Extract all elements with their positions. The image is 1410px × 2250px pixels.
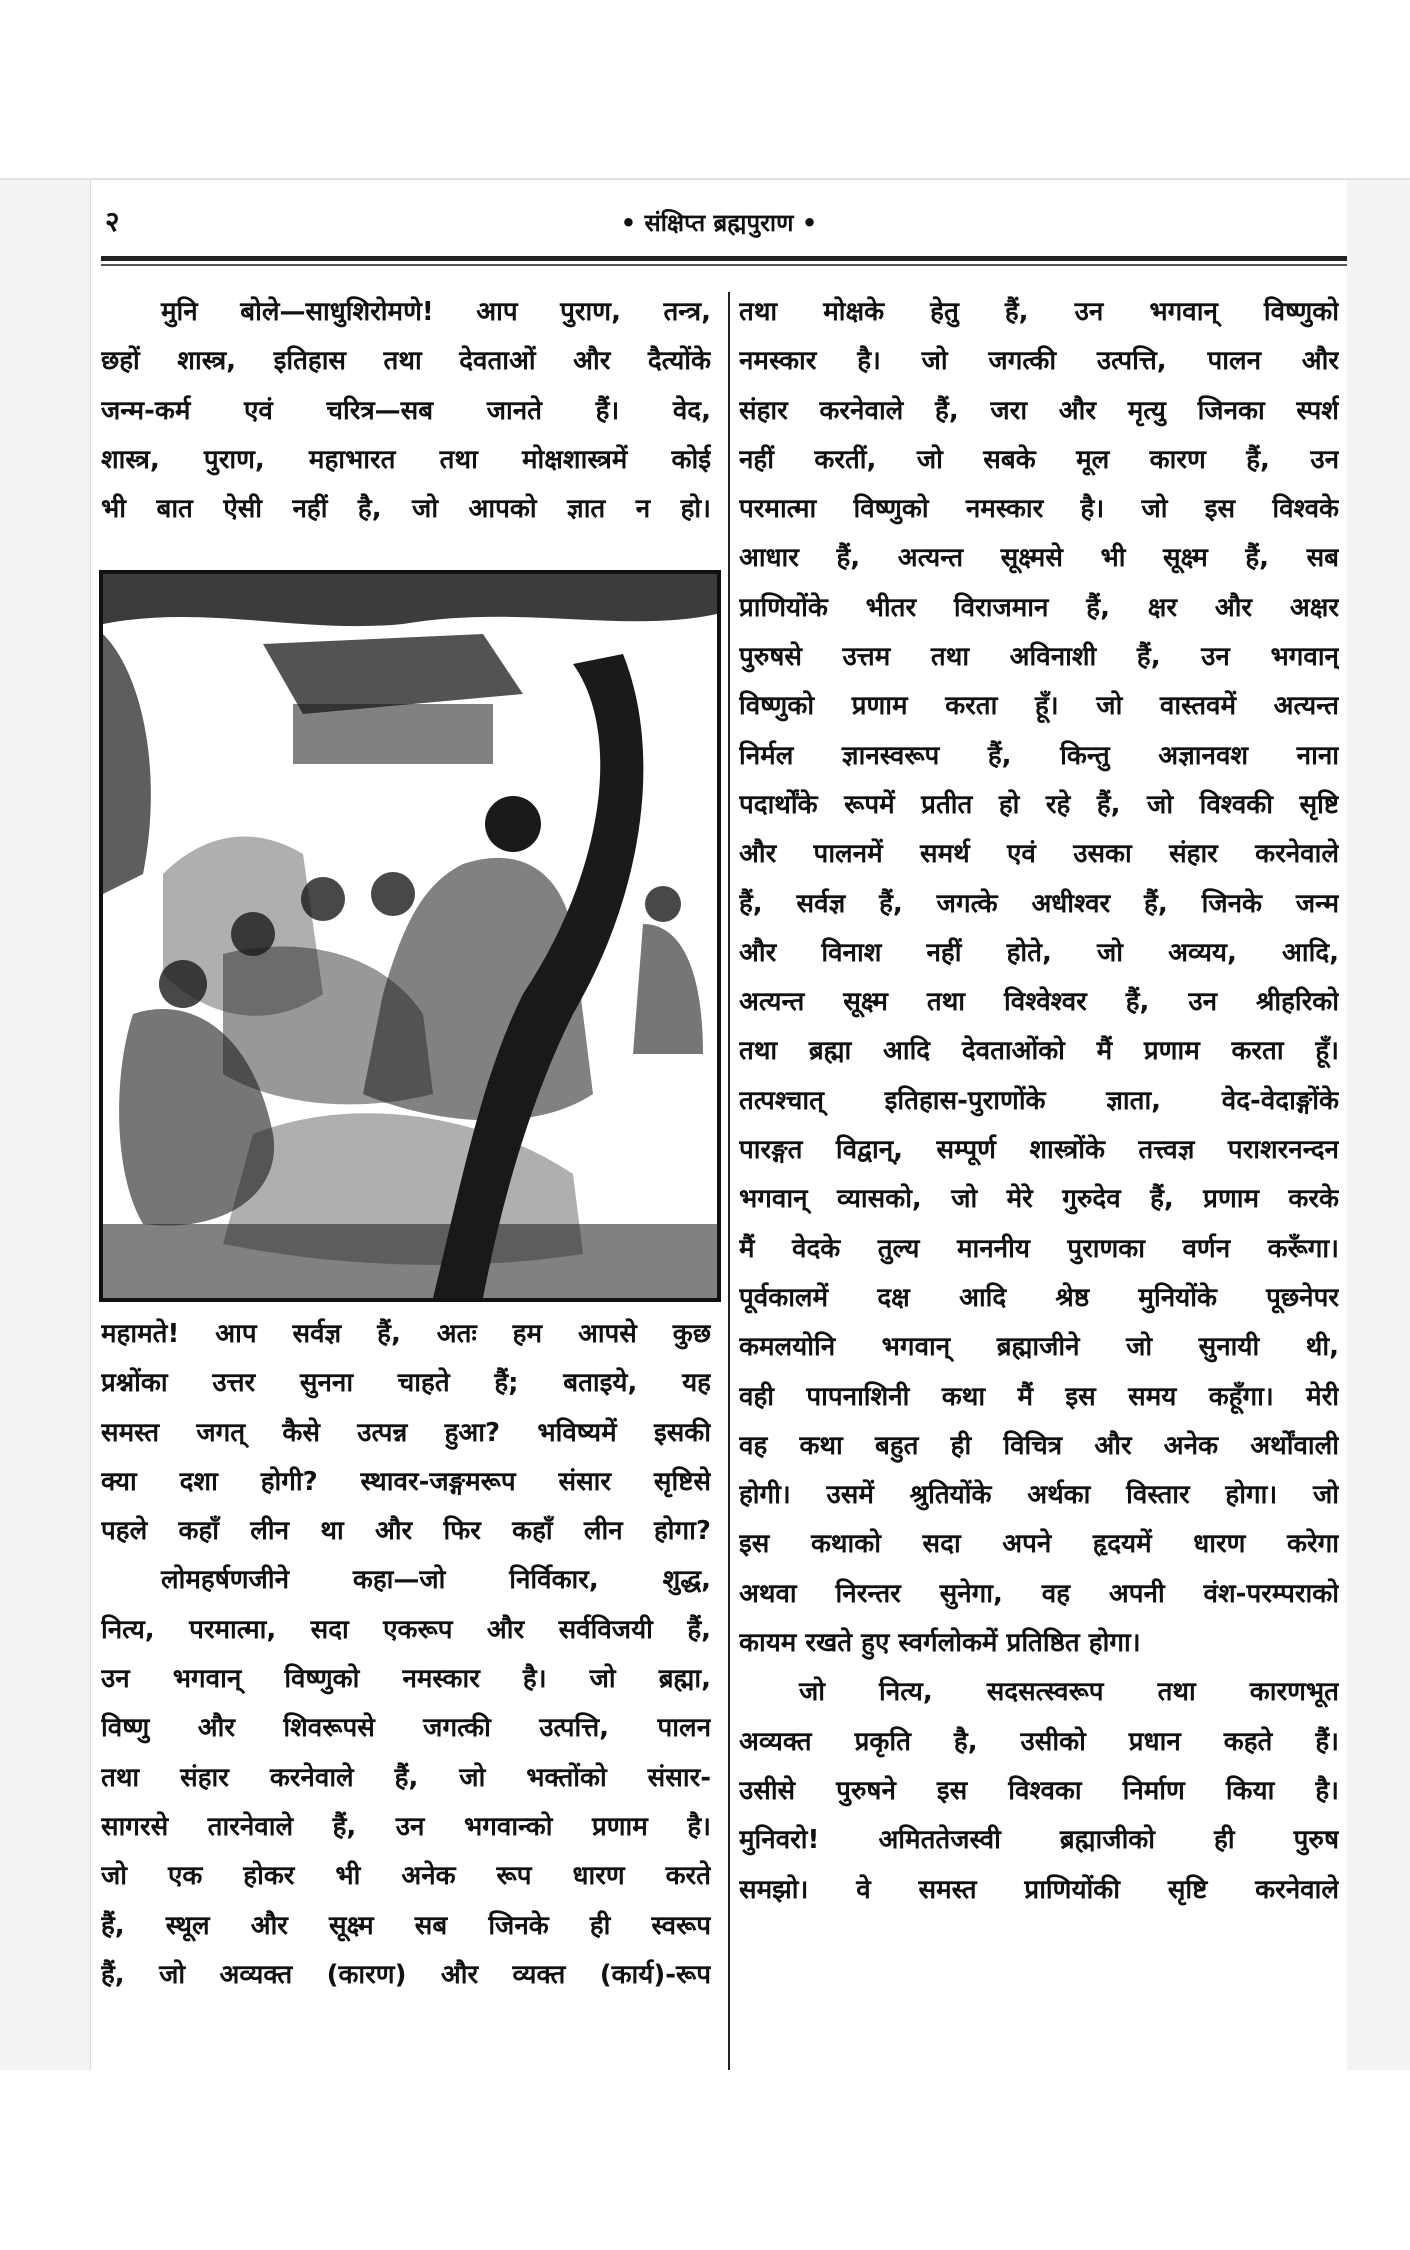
text-line: उसीसे पुरुषने इस विश्वका निर्माण किया है। [739,1775,1339,1806]
text-line: समझो। वे समस्त प्राणियोंकी सृष्टि करनेवाले [739,1874,1339,1905]
top-margin [0,0,1410,180]
text-line: निर्मल ज्ञानस्वरूप हैं, किन्तु अज्ञानवश नाना [739,740,1339,771]
page-number: २ [105,205,120,238]
text-line: प्रश्नोंका उत्तर सुनना चाहते हैं; बताइये, यह [101,1368,711,1399]
text-line: हैं, सर्वज्ञ हैं, जगत्के अधीश्वर हैं, जिनके जन्म [739,888,1339,919]
text-line: तथा मोक्षके हेतु हैं, उन भगवान् विष्णुको [739,297,1339,327]
text-line: नित्य, परमात्मा, सदा एकरूप और सर्वविजयी हैं, [101,1614,711,1645]
text-line: मैं वेदके तुल्य माननीय पुराणका वर्णन करूँगा। [739,1233,1339,1264]
left-column-top [101,288,711,534]
text-line: जन्म-कर्म एवं चरित्र—सब जानते हैं। वेद, [101,395,711,426]
header-rule-thin [101,264,1347,266]
viewer-background-right [1346,180,1410,2070]
text-line: हैं, स्थूल और सूक्ष्म सब जिनके ही स्वरूप [101,1910,711,1941]
header-rule [101,256,1347,261]
text-line: नहीं करतीं, जो सबके मूल कारण हैं, उन [739,444,1339,475]
text-line: अव्यक्त प्रकृति है, उसीको प्रधान कहते हैं। [739,1726,1339,1757]
text-line: मुनिवरो! अमिततेजस्वी ब्रह्माजीको ही पुरुष [739,1825,1339,1856]
text-line: सागरसे तारनेवाले हैं, उन भगवान्को प्रणाम है। [101,1811,711,1842]
text-line: जो नित्य, सदसत्स्वरूप तथा कारणभूत [799,1677,1339,1708]
text-line: मुनि बोले—साधुशिरोमणे! आप पुराण, तन्त्र, [161,297,711,327]
column-divider [728,292,730,2070]
text-line: विष्णुको प्रणाम करता हूँ। जो वास्तवमें अत्यन्त [739,691,1339,722]
engraving-image [103,574,717,1298]
text-line: लोमहर्षणजीने कहा—जो निर्विकार, शुद्ध, [161,1565,711,1596]
text-line: छहों शास्त्र, इतिहास तथा देवताओं और दैत्योंके [101,346,711,377]
text-line: आधार हैं, अत्यन्त सूक्ष्मसे भी सूक्ष्म हैं, सब [739,543,1339,574]
text-line: वही पापनाशिनी कथा मैं इस समय कहूँगा। मेरी [739,1381,1339,1412]
text-line: कमलयोनि भगवान् ब्रह्माजीने जो सुनायी थी, [739,1332,1339,1363]
text-line: इस कथाको सदा अपने हृदयमें धारण करेगा [739,1529,1339,1560]
text-line: महामते! आप सर्वज्ञ हैं, अतः हम आपसे कुछ [101,1319,711,1349]
viewer-background-left [0,180,90,2070]
text-line: भगवान् व्यासको, जो मेरे गुरुदेव हैं, प्रणाम करके [739,1184,1339,1215]
text-line: हैं, जो अव्यक्त (कारण) और व्यक्त (कार्य)-रूप [101,1959,711,1990]
text-line: पुरुषसे उत्तम तथा अविनाशी हैं, उन भगवान् [739,642,1339,673]
text-line: पारङ्गत विद्वान्, सम्पूर्ण शास्त्रोंके तत्त्वज्ञ पराशरनन्दन [739,1135,1339,1166]
text-line: प्राणियोंके भीतर विराजमान हैं, क्षर और अक्षर [739,592,1339,623]
text-line: होगी। उसमें श्रुतियोंके अर्थका विस्तार होगा। जो [739,1480,1339,1511]
text-line: वह कथा बहुत ही विचित्र और अनेक अर्थोंवाली [739,1430,1339,1461]
book-page [90,180,1347,2070]
text-line: तत्पश्चात् इतिहास-पुराणोंके ज्ञाता, वेद-वेदाङ्गोंके [739,1085,1339,1116]
text-line: जो एक होकर भी अनेक रूप धारण करते [101,1861,711,1892]
right-column [739,288,1339,1915]
text-line: शास्त्र, पुराण, महाभारत तथा मोक्षशास्त्रमें कोई [101,444,711,475]
text-line: उन भगवान् विष्णुको नमस्कार है। जो ब्रह्मा, [101,1664,711,1695]
text-line: तथा संहार करनेवाले हैं, जो भक्तोंको संसार- [101,1762,711,1793]
text-line: नमस्कार है। जो जगत्की उत्पत्ति, पालन और [739,346,1339,377]
running-title: • संक्षिप्त ब्रह्मपुराण • [620,209,818,237]
illustration-sage-teaching-disciples [99,570,721,1302]
text-line: तथा ब्रह्मा आदि देवताओंको मैं प्रणाम करता हूँ। [739,1036,1339,1067]
text-line: कायम रखते हुए स्वर्गलोकमें प्रतिष्ठित होगा। [739,1628,1141,1659]
text-line: संहार करनेवाले हैं, जरा और मृत्यु जिनका स्पर्श [739,395,1339,426]
text-line: अत्यन्त सूक्ष्म तथा विश्वेश्वर हैं, उन श्रीहरिको [739,987,1339,1018]
text-line: समस्त जगत् कैसे उत्पन्न हुआ? भविष्यमें इसकी [101,1417,711,1448]
text-line: क्या दशा होगी? स्थावर-जङ्गमरूप संसार सृष्टिसे [101,1466,711,1497]
text-line: अथवा निरन्तर सुनेगा, वह अपनी वंश-परम्पराको [739,1578,1339,1609]
text-line: परमात्मा विष्णुको नमस्कार है। जो इस विश्वके [739,494,1339,525]
text-line: और पालनमें समर्थ एवं उसका संहार करनेवाले [739,839,1339,870]
text-line: पूर्वकालमें दक्ष आदि श्रेष्ठ मुनियोंके पूछनेपर [739,1282,1339,1313]
text-line: और विनाश नहीं होते, जो अव्यय, आदि, [739,937,1339,968]
text-line: पहले कहाँ लीन था और फिर कहाँ लीन होगा? [101,1516,711,1547]
text-line: पदार्थोंके रूपमें प्रतीत हो रहे हैं, जो विश्वकी सृष्टि [739,789,1339,820]
left-column-bottom [101,1310,711,2000]
text-line: भी बात ऐसी नहीं है, जो आपको ज्ञात न हो। [101,494,711,525]
text-line: विष्णु और शिवरूपसे जगत्की उत्पत्ति, पालन [101,1713,711,1744]
